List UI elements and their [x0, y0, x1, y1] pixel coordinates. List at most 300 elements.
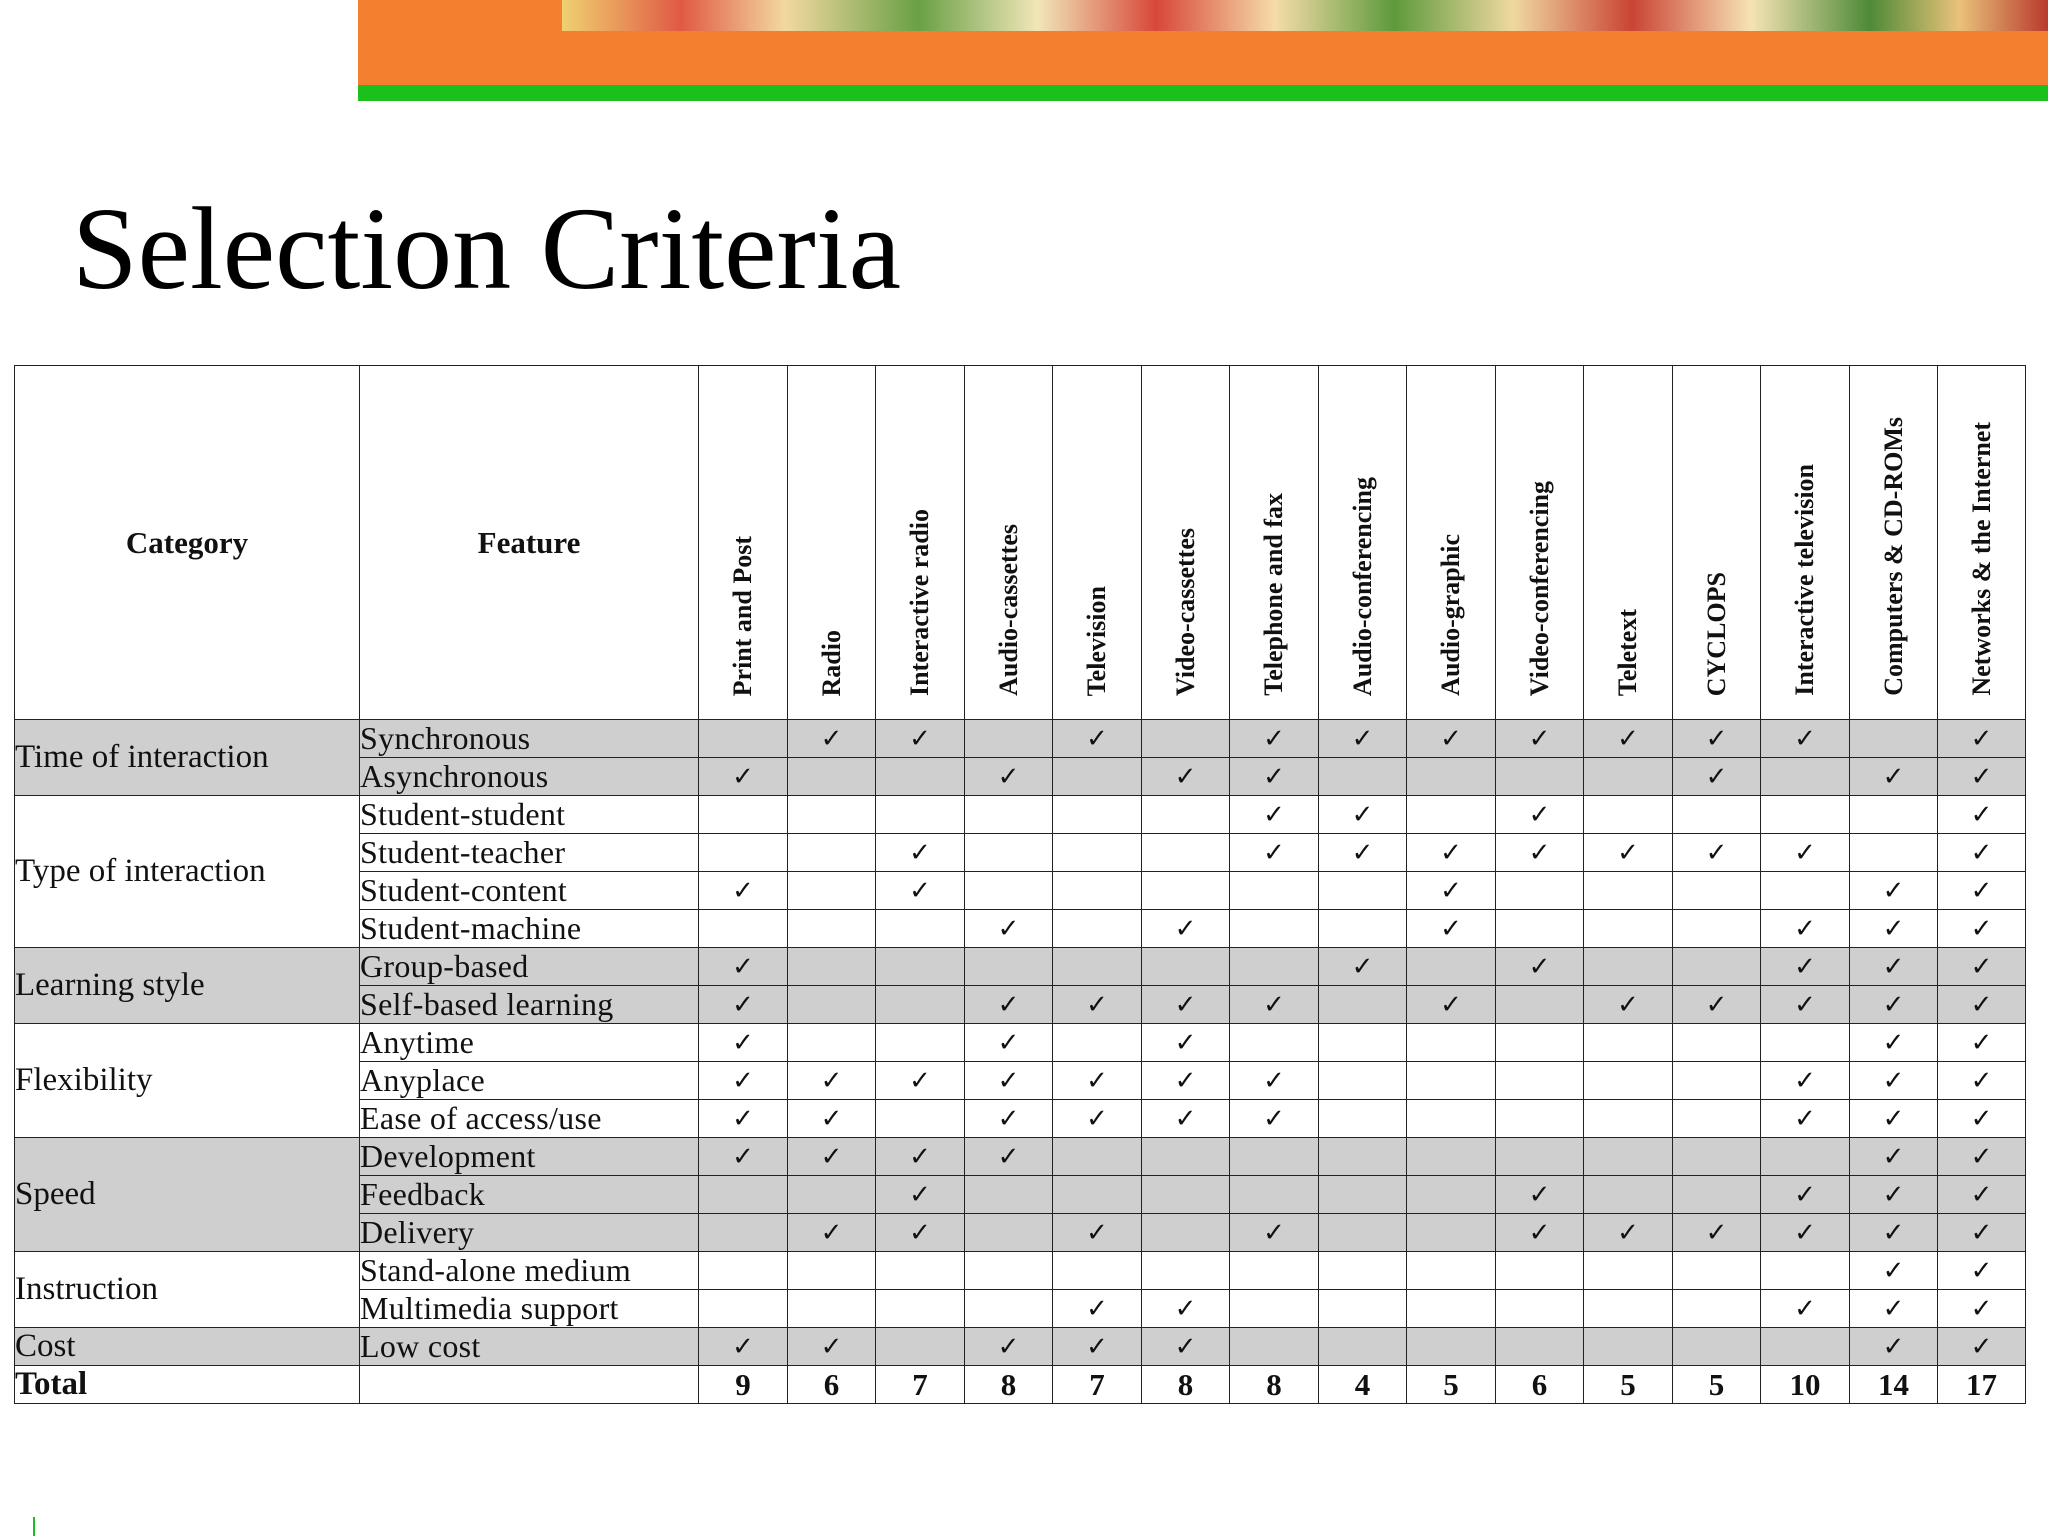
check-mark-icon: ✓ [1319, 834, 1407, 872]
check-mark-icon: ✓ [1938, 1176, 2026, 1214]
empty-cell [1584, 1176, 1673, 1214]
empty-cell [788, 1176, 876, 1214]
empty-cell [1142, 1252, 1230, 1290]
check-mark-icon: ✓ [1761, 910, 1850, 948]
check-mark-icon: ✓ [1584, 1214, 1673, 1252]
empty-cell [1761, 1024, 1850, 1062]
slide-title: Selection Criteria [72, 183, 901, 314]
empty-cell [1584, 1328, 1673, 1366]
empty-cell [1053, 948, 1142, 986]
total-value: 6 [788, 1366, 876, 1404]
total-value: 4 [1319, 1366, 1407, 1404]
empty-cell [1761, 758, 1850, 796]
empty-cell [1761, 1252, 1850, 1290]
empty-cell [1407, 1290, 1496, 1328]
check-mark-icon: ✓ [1850, 1100, 1938, 1138]
total-value: 10 [1761, 1366, 1850, 1404]
empty-cell [1319, 986, 1407, 1024]
empty-cell [1584, 872, 1673, 910]
table-row [15, 948, 2026, 986]
empty-cell [1230, 910, 1319, 948]
check-mark-icon: ✓ [1053, 1062, 1142, 1100]
check-mark-icon: ✓ [1761, 720, 1850, 758]
total-value: 7 [1053, 1366, 1142, 1404]
empty-cell [1407, 1138, 1496, 1176]
feature-header: Feature [360, 366, 699, 720]
empty-cell [876, 1290, 965, 1328]
feature-cell: Stand-alone medium [360, 1252, 699, 1290]
check-mark-icon: ✓ [876, 1214, 965, 1252]
check-mark-icon: ✓ [699, 872, 788, 910]
total-value: 7 [876, 1366, 965, 1404]
empty-cell [1142, 796, 1230, 834]
empty-cell [1319, 1214, 1407, 1252]
header-green-stripe [358, 85, 2048, 101]
empty-cell [1230, 1138, 1319, 1176]
empty-cell [1496, 1328, 1584, 1366]
check-mark-icon: ✓ [1938, 1290, 2026, 1328]
feature-cell: Self-based learning [360, 986, 699, 1024]
check-mark-icon: ✓ [1673, 758, 1761, 796]
check-mark-icon: ✓ [1673, 1214, 1761, 1252]
empty-cell [1319, 1290, 1407, 1328]
media-header [788, 366, 876, 720]
empty-cell [1850, 720, 1938, 758]
check-mark-icon: ✓ [699, 758, 788, 796]
check-mark-icon: ✓ [788, 1328, 876, 1366]
empty-cell [965, 1290, 1053, 1328]
table-row [15, 1328, 2026, 1366]
empty-cell [1673, 1290, 1761, 1328]
check-mark-icon: ✓ [788, 1214, 876, 1252]
empty-cell [1319, 1138, 1407, 1176]
empty-cell [699, 796, 788, 834]
check-mark-icon: ✓ [965, 986, 1053, 1024]
check-mark-icon: ✓ [965, 1062, 1053, 1100]
empty-cell [1319, 1252, 1407, 1290]
total-value: 5 [1407, 1366, 1496, 1404]
check-mark-icon: ✓ [1496, 834, 1584, 872]
empty-cell [1673, 1100, 1761, 1138]
empty-cell [1407, 948, 1496, 986]
table-header-row [15, 366, 2026, 720]
feature-cell: Student-teacher [360, 834, 699, 872]
media-header [1761, 366, 1850, 720]
check-mark-icon: ✓ [1761, 1100, 1850, 1138]
empty-cell [788, 910, 876, 948]
empty-cell [1230, 872, 1319, 910]
total-label: Total [15, 1366, 360, 1404]
empty-cell [1407, 1252, 1496, 1290]
empty-cell [1584, 910, 1673, 948]
check-mark-icon: ✓ [1761, 1062, 1850, 1100]
empty-cell [1584, 1100, 1673, 1138]
check-mark-icon: ✓ [788, 1062, 876, 1100]
table-row [15, 796, 2026, 834]
check-mark-icon: ✓ [1053, 720, 1142, 758]
media-header-label: Television [1082, 585, 1111, 696]
media-header-label: Teletext [1613, 608, 1642, 696]
empty-cell [1761, 796, 1850, 834]
empty-cell [1053, 796, 1142, 834]
empty-cell [965, 834, 1053, 872]
empty-cell [1761, 872, 1850, 910]
check-mark-icon: ✓ [1230, 1214, 1319, 1252]
check-mark-icon: ✓ [1053, 1100, 1142, 1138]
check-mark-icon: ✓ [1850, 1252, 1938, 1290]
check-mark-icon: ✓ [876, 1176, 965, 1214]
check-mark-icon: ✓ [1142, 1024, 1230, 1062]
empty-cell [1142, 834, 1230, 872]
feature-cell: Student-content [360, 872, 699, 910]
media-header [1407, 366, 1496, 720]
total-value: 8 [1230, 1366, 1319, 1404]
table-row [15, 1138, 2026, 1176]
media-header-label: Video-conferencing [1524, 480, 1554, 696]
empty-cell [1407, 796, 1496, 834]
check-mark-icon: ✓ [1053, 986, 1142, 1024]
check-mark-icon: ✓ [1761, 834, 1850, 872]
media-header-label: Audio-conferencing [1347, 476, 1377, 696]
empty-cell [1053, 1138, 1142, 1176]
check-mark-icon: ✓ [1850, 1062, 1938, 1100]
check-mark-icon: ✓ [699, 948, 788, 986]
check-mark-icon: ✓ [1407, 910, 1496, 948]
media-header [1496, 366, 1584, 720]
empty-cell [1761, 1328, 1850, 1366]
feature-cell: Asynchronous [360, 758, 699, 796]
check-mark-icon: ✓ [1142, 1290, 1230, 1328]
check-mark-icon: ✓ [1053, 1214, 1142, 1252]
check-mark-icon: ✓ [1938, 948, 2026, 986]
table-row [15, 1024, 2026, 1062]
check-mark-icon: ✓ [1938, 796, 2026, 834]
check-mark-icon: ✓ [1053, 1290, 1142, 1328]
empty-cell [699, 834, 788, 872]
check-mark-icon: ✓ [1850, 948, 1938, 986]
total-value: 5 [1673, 1366, 1761, 1404]
total-value: 6 [1496, 1366, 1584, 1404]
footer-accent-line [33, 1517, 35, 1536]
check-mark-icon: ✓ [1673, 720, 1761, 758]
media-header-label: Audio-cassettes [993, 524, 1023, 696]
empty-cell [699, 910, 788, 948]
check-mark-icon: ✓ [1142, 758, 1230, 796]
check-mark-icon: ✓ [1761, 1214, 1850, 1252]
media-header-label: Networks & the Internet [1966, 422, 1996, 696]
empty-cell [1230, 1024, 1319, 1062]
table-row [15, 720, 2026, 758]
media-header [1850, 366, 1938, 720]
check-mark-icon: ✓ [1584, 834, 1673, 872]
empty-cell [1496, 986, 1584, 1024]
check-mark-icon: ✓ [876, 872, 965, 910]
empty-cell [1850, 796, 1938, 834]
empty-cell [1584, 1290, 1673, 1328]
category-cell: Flexibility [15, 1024, 360, 1138]
feature-cell: Multimedia support [360, 1290, 699, 1328]
header-photo-strip [562, 0, 2048, 31]
empty-cell [1319, 910, 1407, 948]
check-mark-icon: ✓ [1673, 834, 1761, 872]
check-mark-icon: ✓ [1230, 986, 1319, 1024]
empty-cell [1319, 1328, 1407, 1366]
empty-cell [1584, 796, 1673, 834]
check-mark-icon: ✓ [1407, 834, 1496, 872]
empty-cell [1673, 1176, 1761, 1214]
check-mark-icon: ✓ [1496, 796, 1584, 834]
empty-cell [965, 1214, 1053, 1252]
empty-cell [876, 910, 965, 948]
check-mark-icon: ✓ [1850, 1176, 1938, 1214]
check-mark-icon: ✓ [1938, 1138, 2026, 1176]
empty-cell [1230, 948, 1319, 986]
check-mark-icon: ✓ [1142, 1062, 1230, 1100]
empty-cell [1319, 1062, 1407, 1100]
empty-cell [1673, 796, 1761, 834]
empty-cell [965, 796, 1053, 834]
check-mark-icon: ✓ [699, 1328, 788, 1366]
check-mark-icon: ✓ [1230, 758, 1319, 796]
feature-cell: Ease of access/use [360, 1100, 699, 1138]
total-value: 14 [1850, 1366, 1938, 1404]
check-mark-icon: ✓ [1850, 1024, 1938, 1062]
table-row [15, 1252, 2026, 1290]
empty-cell [1319, 872, 1407, 910]
empty-cell [1407, 1176, 1496, 1214]
check-mark-icon: ✓ [1938, 720, 2026, 758]
check-mark-icon: ✓ [699, 1100, 788, 1138]
empty-cell [1496, 872, 1584, 910]
empty-cell [1053, 1024, 1142, 1062]
empty-cell [1230, 1290, 1319, 1328]
empty-cell [1673, 1024, 1761, 1062]
table-body [15, 720, 2026, 1404]
media-header [1230, 366, 1319, 720]
feature-cell: Student-machine [360, 910, 699, 948]
empty-cell [699, 1252, 788, 1290]
empty-cell [1673, 910, 1761, 948]
empty-cell [1496, 1138, 1584, 1176]
check-mark-icon: ✓ [1850, 1328, 1938, 1366]
check-mark-icon: ✓ [1938, 1062, 2026, 1100]
empty-cell [876, 1024, 965, 1062]
total-value: 8 [1142, 1366, 1230, 1404]
empty-cell [1142, 948, 1230, 986]
empty-cell [1142, 1138, 1230, 1176]
empty-cell [1053, 910, 1142, 948]
check-mark-icon: ✓ [1230, 834, 1319, 872]
check-mark-icon: ✓ [1319, 796, 1407, 834]
media-header-label: Computers & CD-ROMs [1878, 417, 1908, 696]
check-mark-icon: ✓ [1319, 720, 1407, 758]
check-mark-icon: ✓ [1407, 872, 1496, 910]
check-mark-icon: ✓ [965, 758, 1053, 796]
feature-cell: Synchronous [360, 720, 699, 758]
empty-cell [876, 948, 965, 986]
empty-cell [965, 720, 1053, 758]
check-mark-icon: ✓ [1230, 1100, 1319, 1138]
empty-cell [1673, 1328, 1761, 1366]
check-mark-icon: ✓ [1938, 872, 2026, 910]
check-mark-icon: ✓ [1673, 986, 1761, 1024]
total-row [15, 1366, 2026, 1404]
empty-cell [1142, 1214, 1230, 1252]
check-mark-icon: ✓ [1938, 1100, 2026, 1138]
empty-cell [876, 796, 965, 834]
total-value: 17 [1938, 1366, 2026, 1404]
selection-criteria-table [14, 365, 2026, 1404]
empty-cell [1673, 1252, 1761, 1290]
feature-cell: Low cost [360, 1328, 699, 1366]
check-mark-icon: ✓ [1230, 1062, 1319, 1100]
check-mark-icon: ✓ [965, 910, 1053, 948]
check-mark-icon: ✓ [699, 1062, 788, 1100]
check-mark-icon: ✓ [1850, 872, 1938, 910]
check-mark-icon: ✓ [1053, 1328, 1142, 1366]
empty-cell [1053, 1176, 1142, 1214]
check-mark-icon: ✓ [1761, 986, 1850, 1024]
category-cell: Learning style [15, 948, 360, 1024]
empty-cell [1584, 758, 1673, 796]
empty-cell [1053, 834, 1142, 872]
check-mark-icon: ✓ [1850, 910, 1938, 948]
empty-cell [1584, 1024, 1673, 1062]
empty-cell [965, 948, 1053, 986]
empty-cell [1053, 758, 1142, 796]
check-mark-icon: ✓ [1142, 1328, 1230, 1366]
check-mark-icon: ✓ [1407, 720, 1496, 758]
media-header [1142, 366, 1230, 720]
empty-cell [1496, 1252, 1584, 1290]
check-mark-icon: ✓ [965, 1024, 1053, 1062]
media-header [1319, 366, 1407, 720]
category-cell: Instruction [15, 1252, 360, 1328]
check-mark-icon: ✓ [788, 1138, 876, 1176]
empty-cell [1053, 1252, 1142, 1290]
category-cell: Cost [15, 1328, 360, 1366]
empty-cell [965, 1176, 1053, 1214]
check-mark-icon: ✓ [876, 1138, 965, 1176]
empty-cell [876, 1252, 965, 1290]
empty-cell [1407, 1100, 1496, 1138]
check-mark-icon: ✓ [788, 1100, 876, 1138]
empty-cell [1673, 872, 1761, 910]
empty-cell [1319, 1176, 1407, 1214]
check-mark-icon: ✓ [965, 1138, 1053, 1176]
empty-cell [1142, 1176, 1230, 1214]
empty-cell [1496, 1062, 1584, 1100]
total-feature-blank [360, 1366, 699, 1404]
empty-cell [1053, 872, 1142, 910]
media-header [1938, 366, 2026, 720]
empty-cell [1319, 1100, 1407, 1138]
check-mark-icon: ✓ [1938, 758, 2026, 796]
check-mark-icon: ✓ [1938, 834, 2026, 872]
empty-cell [1584, 1252, 1673, 1290]
category-header: Category [15, 366, 360, 720]
feature-cell: Delivery [360, 1214, 699, 1252]
empty-cell [1407, 1062, 1496, 1100]
feature-cell: Anytime [360, 1024, 699, 1062]
media-header [1673, 366, 1761, 720]
feature-cell: Student-student [360, 796, 699, 834]
empty-cell [1142, 720, 1230, 758]
category-cell: Type of interaction [15, 796, 360, 948]
empty-cell [788, 1290, 876, 1328]
check-mark-icon: ✓ [965, 1100, 1053, 1138]
empty-cell [1230, 1328, 1319, 1366]
check-mark-icon: ✓ [1938, 1328, 2026, 1366]
media-header [965, 366, 1053, 720]
empty-cell [1496, 1290, 1584, 1328]
media-header [1053, 366, 1142, 720]
empty-cell [1407, 1024, 1496, 1062]
check-mark-icon: ✓ [699, 986, 788, 1024]
empty-cell [788, 1252, 876, 1290]
empty-cell [1407, 1214, 1496, 1252]
check-mark-icon: ✓ [788, 720, 876, 758]
empty-cell [699, 1290, 788, 1328]
media-header-label: Telephone and fax [1259, 493, 1288, 696]
check-mark-icon: ✓ [1938, 986, 2026, 1024]
check-mark-icon: ✓ [1850, 1290, 1938, 1328]
empty-cell [1584, 1062, 1673, 1100]
check-mark-icon: ✓ [1584, 720, 1673, 758]
empty-cell [965, 872, 1053, 910]
empty-cell [1496, 910, 1584, 948]
check-mark-icon: ✓ [1142, 986, 1230, 1024]
empty-cell [1850, 834, 1938, 872]
check-mark-icon: ✓ [1938, 1024, 2026, 1062]
check-mark-icon: ✓ [1319, 948, 1407, 986]
media-header-label: Interactive radio [905, 508, 934, 696]
check-mark-icon: ✓ [1407, 986, 1496, 1024]
empty-cell [699, 1176, 788, 1214]
empty-cell [788, 834, 876, 872]
empty-cell [1673, 948, 1761, 986]
empty-cell [1673, 1138, 1761, 1176]
feature-cell: Development [360, 1138, 699, 1176]
check-mark-icon: ✓ [1142, 910, 1230, 948]
check-mark-icon: ✓ [1938, 1214, 2026, 1252]
total-value: 9 [699, 1366, 788, 1404]
check-mark-icon: ✓ [1761, 948, 1850, 986]
category-cell: Speed [15, 1138, 360, 1252]
media-header [1584, 366, 1673, 720]
check-mark-icon: ✓ [1938, 1252, 2026, 1290]
check-mark-icon: ✓ [1142, 1100, 1230, 1138]
check-mark-icon: ✓ [876, 834, 965, 872]
empty-cell [1584, 948, 1673, 986]
check-mark-icon: ✓ [1761, 1290, 1850, 1328]
empty-cell [1142, 872, 1230, 910]
empty-cell [788, 872, 876, 910]
feature-cell: Group-based [360, 948, 699, 986]
check-mark-icon: ✓ [1850, 1138, 1938, 1176]
total-value: 8 [965, 1366, 1053, 1404]
check-mark-icon: ✓ [1938, 910, 2026, 948]
empty-cell [1584, 1138, 1673, 1176]
media-header-label: Audio-graphic [1436, 534, 1465, 696]
check-mark-icon: ✓ [1584, 986, 1673, 1024]
empty-cell [876, 758, 965, 796]
check-mark-icon: ✓ [965, 1328, 1053, 1366]
empty-cell [788, 948, 876, 986]
media-header-label: Video-cassettes [1170, 528, 1200, 696]
media-header-label: Print and Post [728, 535, 757, 696]
check-mark-icon: ✓ [1761, 1176, 1850, 1214]
